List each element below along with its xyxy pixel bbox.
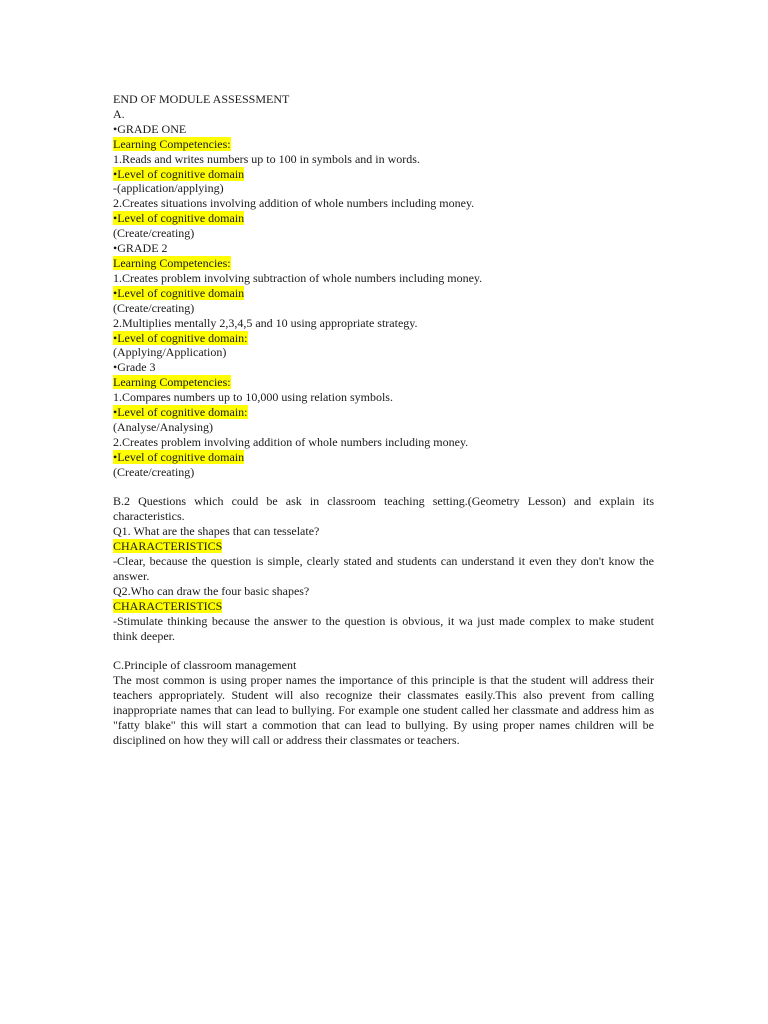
competency-text: 2.Creates problem involving addition of whole numbers including money. xyxy=(113,434,469,449)
cognitive-domain-value: (Create/creating) xyxy=(113,226,195,241)
competency-text: 1.Compares numbers up to 10,000 using relation symbols. xyxy=(113,390,393,405)
section-b-intro: B.2 Questions which could be ask in classroom teaching setting.(Geometry Lesson) and explain its characteristics. xyxy=(113,494,654,524)
cognitive-domain-label: •Level of cognitive domain xyxy=(113,449,245,464)
document-title: END OF MODULE ASSESSMENT xyxy=(113,92,290,106)
grade-two-heading: •GRADE 2 xyxy=(113,241,168,256)
section-c-title: C.Principle of classroom management xyxy=(113,658,297,673)
competency-text: 1.Creates problem involving subtraction of whole numbers including money. xyxy=(113,270,483,285)
characteristics-text: -Clear, because the question is simple, clearly stated and students can understand it even they don't know the answer. xyxy=(113,554,654,583)
cognitive-domain-value: (Create/creating) xyxy=(113,300,195,315)
characteristics-text: -Stimulate thinking because the answer to the question is obvious, it wa just made complex to make student think deeper. xyxy=(113,613,654,643)
section-a-label: A. xyxy=(113,106,125,121)
characteristics-label: CHARACTERISTICS xyxy=(113,539,223,554)
cognitive-domain-value: (Applying/Application) xyxy=(113,345,227,360)
learning-competencies-label: Learning Competencies: xyxy=(113,136,231,151)
competency-text: 2.Multiplies mentally 2,3,4,5 and 10 using appropriate strategy. xyxy=(113,315,418,330)
cognitive-domain-label: •Level of cognitive domain: xyxy=(113,330,248,345)
question-2: Q2.Who can draw the four basic shapes? xyxy=(113,583,310,598)
document-page xyxy=(113,92,654,748)
grade-one-heading: •GRADE ONE xyxy=(113,121,187,136)
question-1: Q1. What are the shapes that can tesselate? xyxy=(113,524,320,539)
learning-competencies-label: Learning Competencies: xyxy=(113,255,231,270)
cognitive-domain-value: (Create/creating) xyxy=(113,464,195,479)
competency-text: 1.Reads and writes numbers up to 100 in symbols and in words. xyxy=(113,151,420,166)
grade-three-heading: •Grade 3 xyxy=(113,360,156,375)
cognitive-domain-value: (Analyse/Analysing) xyxy=(113,419,213,434)
cognitive-domain-label: •Level of cognitive domain: xyxy=(113,405,248,420)
competency-text: 2.Creates situations involving addition of whole numbers including money. xyxy=(113,196,475,211)
learning-competencies-label: Learning Competencies: xyxy=(113,375,231,390)
cognitive-domain-label: •Level of cognitive domain xyxy=(113,211,245,226)
cognitive-domain-label: •Level of cognitive domain xyxy=(113,166,245,181)
section-c-body: The most common is using proper names the importance of this principle is that the student will address their teachers appropriately. Student will also recognize their classmates easily.This also prevent from calling inappropriate names that can lead to bullying. For example one student called her classmate and address him as "fatty blake" this will start a commotion that can lead to bullying. By using proper names children will be disciplined on how they will call or address their classmates or teachers. xyxy=(113,673,654,747)
cognitive-domain-value: -(application/applying) xyxy=(113,181,224,196)
characteristics-label: CHARACTERISTICS xyxy=(113,598,223,613)
cognitive-domain-label: •Level of cognitive domain xyxy=(113,285,245,300)
